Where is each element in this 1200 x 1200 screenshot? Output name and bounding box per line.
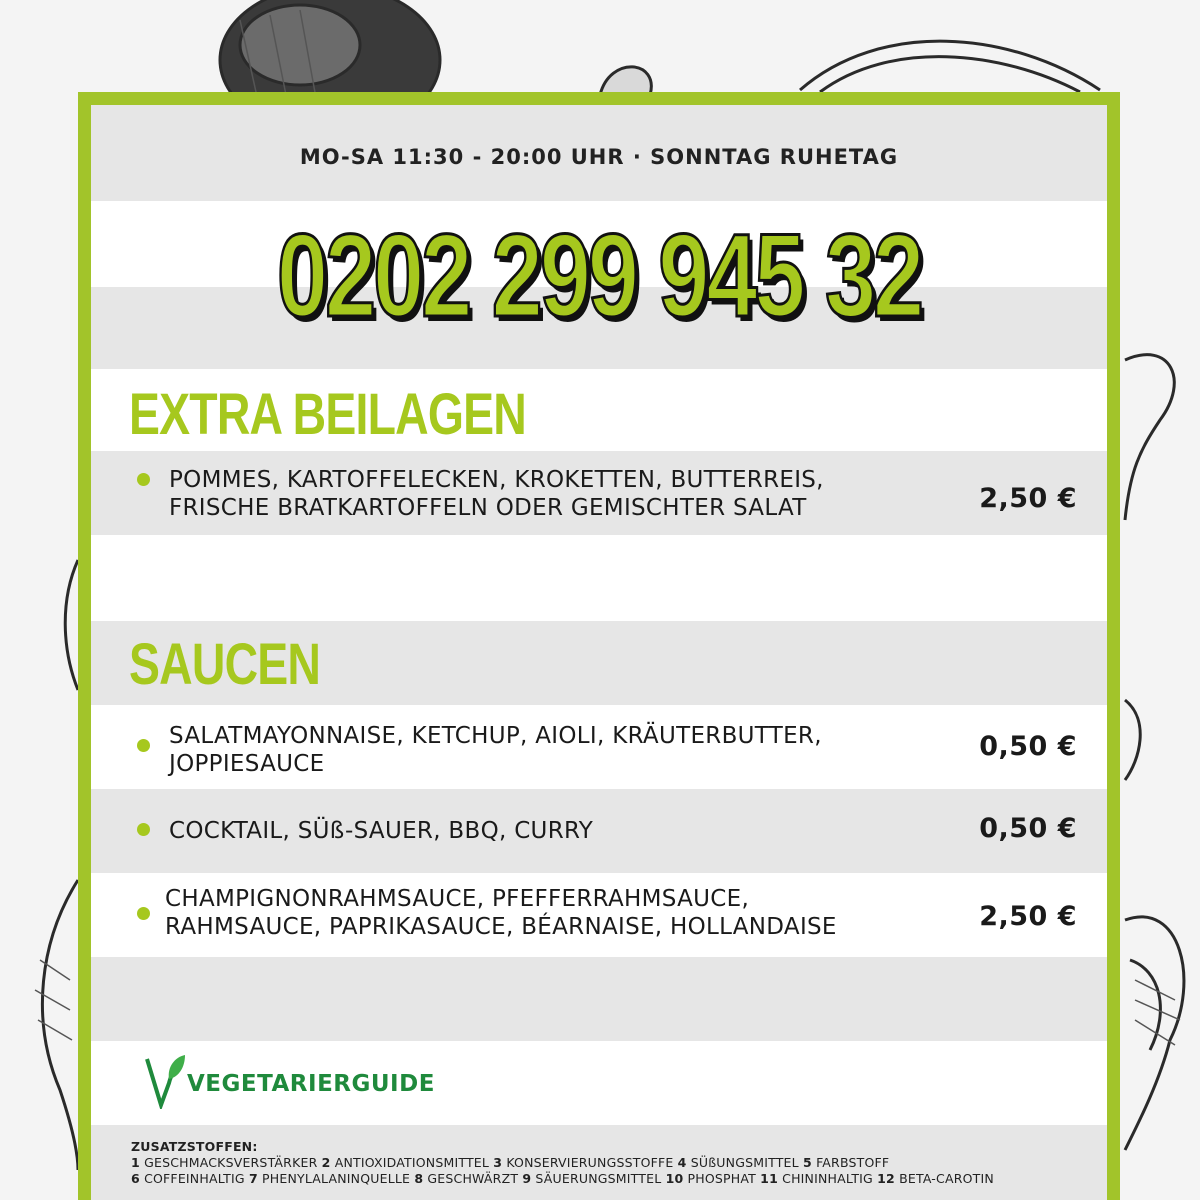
phone-number[interactable]: 0202 299 945 32 [276, 210, 922, 342]
list-item [91, 881, 1107, 945]
additive-name: GESCHWÄRZT [423, 1171, 523, 1186]
additive-name: ANTIOXIDATIONSMITTEL [330, 1155, 494, 1170]
additive-entry [678, 1155, 803, 1170]
additive-number: 3 [493, 1155, 503, 1170]
additive-name: SÄUERUNGSMITTEL [531, 1171, 666, 1186]
additive-name: PHOSPHAT [683, 1171, 761, 1186]
additive-number: 5 [802, 1155, 812, 1170]
additive-number: 6 [131, 1171, 140, 1186]
additive-number: 2 [321, 1155, 331, 1170]
additive-name: PHENYLALANINQUELLE [257, 1171, 415, 1186]
leaf-v-logo-icon [145, 1053, 185, 1109]
list-item [91, 803, 1107, 859]
additive-entry [249, 1171, 414, 1186]
bullet-icon [137, 907, 150, 920]
additive-entry [666, 1171, 761, 1186]
additives-row-1 [131, 1155, 1097, 1171]
bullet-icon [137, 739, 150, 752]
additive-entry [760, 1171, 877, 1186]
additive-number: 11 [760, 1171, 778, 1186]
additive-number: 4 [677, 1155, 687, 1170]
item-description: SALATMAYONNAISE, KETCHUP, AIOLI, KRÄUTERBUTTER, JOPPIESAUCE [169, 723, 822, 777]
additive-number: 1 [131, 1155, 140, 1170]
bullet-icon [137, 823, 150, 836]
additive-number: 12 [877, 1171, 895, 1186]
additive-number: 7 [248, 1171, 258, 1186]
additives-heading: ZUSATZSTOFFEN: [131, 1139, 258, 1154]
blank-band [91, 957, 1107, 1041]
additive-entry [131, 1171, 249, 1186]
additive-entry [803, 1155, 889, 1170]
section-title-extra-beilagen: EXTRA BEILAGEN [129, 382, 526, 447]
additive-entry [493, 1155, 677, 1170]
additive-entry [414, 1171, 522, 1186]
additive-number: 8 [414, 1171, 424, 1186]
opening-hours: MO-SA 11:30 - 20:00 UHR · SONNTAG RUHETAG [299, 145, 899, 169]
additive-entry [322, 1155, 494, 1170]
item-price: 2,50 € [979, 901, 1077, 932]
vegetarierguide-label: VEGETARIERGUIDE [187, 1071, 435, 1097]
additives-row-2 [131, 1171, 1097, 1187]
bullet-icon [137, 473, 150, 486]
section-title-saucen: SAUCEN [129, 632, 321, 697]
additive-name: FARBSTOFF [811, 1155, 890, 1170]
additive-name: KONSERVIERUNGSSTOFFE [502, 1155, 678, 1170]
additive-name: COFFEINHALTIG [139, 1171, 249, 1186]
item-price: 0,50 € [979, 813, 1077, 844]
additive-entry [522, 1171, 665, 1186]
list-item [91, 717, 1107, 781]
item-description: COCKTAIL, SÜß-SAUER, BBQ, CURRY [169, 818, 594, 844]
additive-number: 9 [522, 1171, 532, 1186]
additive-entry [131, 1155, 322, 1170]
item-description: POMMES, KARTOFFELECKEN, KROKETTEN, BUTTERREIS, FRISCHE BRATKARTOFFELN ODER GEMISCHTER SALAT [169, 467, 824, 521]
item-description: CHAMPIGNONRAHMSAUCE, PFEFFERRAHMSAUCE, RAHMSAUCE, PAPRIKASAUCE, BÉARNAISE, HOLLANDAISE [165, 886, 837, 940]
additives-legend [131, 1139, 1097, 1187]
additive-name: SÜßUNGSMITTEL [686, 1155, 803, 1170]
additive-name: GESCHMACKSVERSTÄRKER [139, 1155, 322, 1170]
menu-panel [78, 92, 1120, 1200]
additive-name: BETA-CAROTIN [894, 1171, 994, 1186]
item-price: 0,50 € [979, 731, 1077, 762]
additive-number: 10 [665, 1171, 684, 1186]
item-price: 2,50 € [979, 483, 1077, 514]
additive-entry [877, 1171, 994, 1186]
additive-name: CHININHALTIG [777, 1171, 878, 1186]
list-item [91, 461, 1107, 525]
